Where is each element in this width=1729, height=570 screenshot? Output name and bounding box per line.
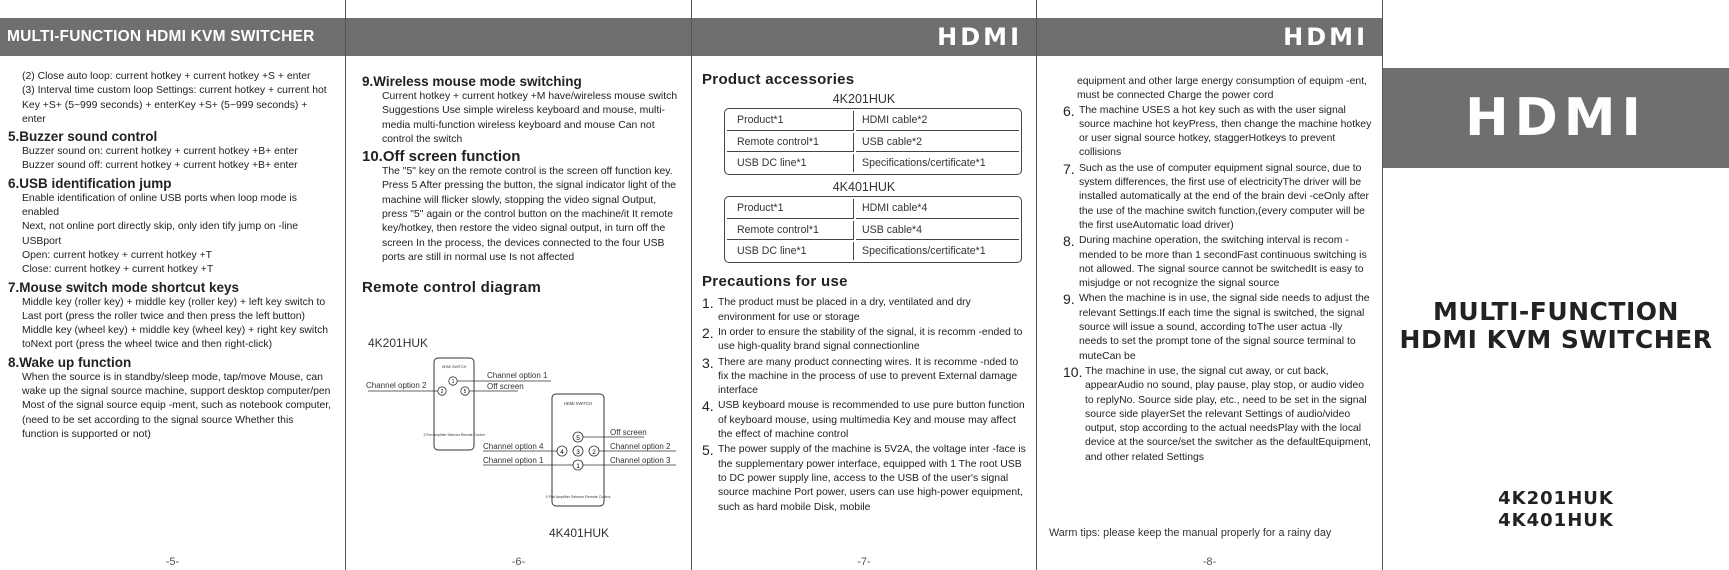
- cover-models: [1383, 488, 1729, 532]
- table-row: [727, 111, 1019, 130]
- list-number: 6.: [1063, 102, 1075, 119]
- precautions-list-continued: [1047, 104, 1372, 465]
- table-cell: Product*1: [727, 199, 854, 218]
- body-text: Enable identification of online USB ports when loop mode is enabled: [22, 192, 297, 219]
- header-band: [1037, 18, 1382, 56]
- list-text: The machine USES a hot key such as with the user signal source machine hot keyPress, then change the machine hotkey or user signal source hotkey, staggerHotkeys to prevent collisions: [1079, 104, 1372, 159]
- cover-title: [1383, 298, 1729, 354]
- remote-button-label: 1: [576, 463, 580, 470]
- list-text: The product must be placed in a dry, ventilated and dry environment for use or storage: [718, 297, 971, 323]
- list-item: [702, 443, 1026, 514]
- cover-title-line-1: MULTI-FUNCTION: [1433, 297, 1679, 326]
- cover-page: [1383, 0, 1729, 570]
- remote-diagram: [346, 330, 692, 545]
- remote-button-label: 2: [592, 449, 596, 456]
- accessories-table-2: [724, 196, 1022, 263]
- list-text: The machine in use, the signal cut away, or cut back, appearAudio no sound, play pause, play stop, or audio video to replyNo. Source side play, etc., need to be set in the signal source side playerSet the relevant Settings of audio/video output, stop according to the actual needsPlay with the local device at the source/set the switcher as the defaultEquipment, and other related Settings: [1085, 365, 1371, 463]
- remote-label: HDMI SWITCH: [563, 401, 593, 406]
- precautions-list: [702, 296, 1026, 514]
- list-item: [702, 326, 1026, 355]
- list-item: [1063, 104, 1372, 161]
- cover-logo-band: [1383, 68, 1729, 168]
- list-number: 7.: [1063, 160, 1075, 177]
- remote-button-label: 3: [576, 449, 580, 456]
- body-text: equipment and other large energy consumption of equipm -ent, must be connected Charge the power cord: [1077, 76, 1367, 102]
- callout-channel-4: Channel option 4: [483, 442, 544, 451]
- remote-button-label: 4: [560, 449, 564, 456]
- table-row: [727, 242, 1019, 260]
- remote-model-2: 4K401HUK: [549, 526, 610, 540]
- page-6-content: [362, 72, 683, 298]
- page-5-content: [0, 70, 345, 442]
- callout-channel-3: Channel option 3: [610, 456, 671, 465]
- list-number: 10.: [1063, 363, 1083, 380]
- body-text: Middle key (roller key) + middle key (roller key) + left key switch to: [22, 296, 326, 308]
- table-row: [727, 154, 1019, 172]
- list-text: There are many product connecting wires. It is recomme -nded to fix the machine in the process of use to prevent External damage interface: [718, 356, 1019, 397]
- list-text: USB keyboard mouse is recommended to use pure button function of keyboard mouse, using multimedia Key and mouse may affect the effect of machine control: [718, 400, 1025, 441]
- remote-button-label: 5: [576, 435, 580, 442]
- callout-off-screen: Off screen: [610, 428, 647, 437]
- precautions-title: Precautions for use: [702, 273, 848, 291]
- callout-channel-2: Channel option 2: [366, 381, 427, 390]
- list-number: 5.: [702, 442, 714, 459]
- list-item: [702, 399, 1026, 442]
- table-cell: HDMI cable*2: [856, 111, 1019, 130]
- body-text: Current hotkey + current hotkey +M have/wireless mouse switch Suggestions Use simple wireless keyboard and mouse, multi-media multi-function wireless keyboard and mouse Can not control the switch: [382, 91, 678, 145]
- page-number: -5-: [165, 556, 180, 568]
- list-number: 1.: [702, 295, 714, 312]
- page-8: [1037, 0, 1383, 570]
- section-heading: 9.Wireless mouse mode switching: [362, 74, 582, 89]
- remote-diagram-title: Remote control diagram: [362, 279, 542, 297]
- list-item: [1063, 292, 1372, 363]
- loop-close-text: (2) Close auto loop: current hotkey + current hotkey +S + enter: [22, 71, 311, 82]
- list-number: 4.: [702, 398, 714, 415]
- page-number: -6-: [511, 556, 526, 568]
- cover-model-1: 4K201HUK: [1498, 488, 1614, 509]
- remote-control-4port: [546, 394, 611, 506]
- header-band: [692, 18, 1036, 56]
- accessories-table-1: [724, 108, 1022, 175]
- callout-channel-1: Channel option 1: [487, 371, 548, 380]
- body-text: Close: current hotkey + current hotkey +T: [22, 264, 214, 276]
- list-number: 9.: [1063, 291, 1075, 308]
- list-number: 3.: [702, 354, 714, 371]
- hdmi-logo: HDMI: [937, 23, 1022, 51]
- body-text: Next, not online port directly skip, only iden tify jump on -line USBport: [22, 221, 299, 247]
- callout-channel-2: Channel option 2: [610, 442, 671, 451]
- list-text: Such as the use of computer equipment signal source, due to system differences, the first use of electricityThe driver will be installed automatically at the end of the brain devi -ceOnly after the use of the machine switch function,(every computer will be the first useAutomatic load driver): [1079, 162, 1369, 231]
- warm-tips: Warm tips: please keep the manual properly for a rainy day: [1049, 527, 1332, 539]
- list-number: 8.: [1063, 233, 1075, 250]
- accessories-title: Product accessories: [702, 71, 855, 88]
- list-text: In order to ensure the stability of the signal, it is recomm -ended to use high-quality brand signal connectionline: [718, 326, 1023, 353]
- callout-off-screen: Off screen: [487, 382, 524, 391]
- table-cell: Specifications/certificate*1: [862, 156, 986, 169]
- body-text: The "5" key on the remote control is the screen off function key. Press 5 After pressing the button, the signal indicator light of the machine will flicker slowly, stopping the video signal Output, press "5" again or the control button on the machine/it It remote key/hotkey, then restore the video signal output, in turn off the screen In the process, the devices connected to the four USB ports are still in normal use Is not affected: [382, 166, 676, 263]
- section-heading: 6.USB identification jump: [8, 175, 172, 191]
- list-text: During machine operation, the switching interval is recom -mended to be more than 1 secondFast continuous switching is not allowed. The signal source cannot be switchedIt is easy to misjudge or not recognize the signal source: [1079, 235, 1367, 290]
- page-number: -7-: [857, 556, 871, 568]
- table-cell: USB DC line*1: [727, 242, 854, 260]
- hdmi-logo: HDMI: [1283, 23, 1368, 51]
- remote-footer-text: 4 Port Amplifier Selector Remote Control: [545, 495, 611, 499]
- body-text: Open: current hotkey + current hotkey +T: [22, 249, 213, 261]
- remote-button-label: 1: [451, 379, 455, 385]
- page-6: [346, 0, 692, 570]
- header-band: [346, 18, 691, 56]
- accessories-model-1: 4K201HUK: [832, 92, 896, 106]
- section-heading: 7.Mouse switch mode shortcut keys: [8, 279, 240, 295]
- list-item: [1063, 234, 1372, 291]
- body-text: Buzzer sound off: current hotkey + current hotkey +B+ enter: [22, 160, 298, 172]
- table-row: [727, 133, 1019, 152]
- cover-hdmi-logo: HDMI: [1465, 88, 1647, 148]
- list-number: 2.: [702, 324, 714, 341]
- body-text: Buzzer sound on: current hotkey + current hotkey +B+ enter: [22, 146, 298, 158]
- remote-button-label: 5: [463, 389, 467, 395]
- table-cell: Remote control*1: [727, 133, 854, 152]
- list-text: The power supply of the machine is 5V2A, the voltage inter -face is the supplementary power interface, equipped with 1 The root USB to DC power supply line, access to the USB of the user's signal source machine Port power, users can use high-power equipment, such as hard mobile Disk, mobile: [718, 444, 1026, 513]
- cover-model-2: 4K401HUK: [1498, 510, 1614, 531]
- remote-footer-text: 2 Port Amplifier Selector Remote Control: [423, 433, 485, 437]
- section-heading: 10.Off screen function: [362, 148, 521, 166]
- table-cell: HDMI cable*4: [856, 199, 1019, 218]
- remote-label: HDMI SWITCH: [441, 365, 467, 369]
- list-item: [1063, 365, 1372, 465]
- section-heading: 8.Wake up function: [8, 354, 132, 370]
- table-row: [727, 221, 1019, 240]
- page-8-content: [1037, 75, 1382, 466]
- body-text: When the source is in standby/sleep mode, tap/move Mouse, can wake up the signal source machine, support desktop computer/pen Most of the signal source equip -ment, such as notebook computer,(need to be set according to the signal source Whether this function is supported or not): [22, 371, 332, 440]
- table-cell: Product*1: [727, 111, 854, 130]
- accessories-model-2: 4K401HUK: [832, 180, 896, 195]
- page-5: [0, 0, 346, 570]
- body-text: Last port (press the roller twice and then press the left button) Middle key (wheel key) + middle key (wheel key) + right key switch toNext port (press the wheel twice and then right-click): [22, 310, 329, 351]
- table-row: [727, 199, 1019, 218]
- list-item: [702, 296, 1026, 325]
- callout-channel-1: Channel option 1: [483, 456, 544, 465]
- table-cell: USB cable*4: [856, 221, 1019, 240]
- header-band: [0, 18, 345, 56]
- list-item: [1063, 162, 1372, 233]
- remote-button-label: 2: [440, 389, 444, 395]
- page-7-content: [692, 70, 1036, 516]
- table-cell: USB DC line*1: [727, 154, 854, 172]
- table-cell: USB cable*2: [856, 133, 1019, 152]
- section-heading: 5.Buzzer sound control: [8, 129, 158, 145]
- page-7: [692, 0, 1037, 570]
- header-title: MULTI-FUNCTION HDMI KVM SWITCHER: [7, 28, 315, 45]
- loop-interval-text: (3) Interval time custom loop Settings: current hotkey + current hot Key +S+ (5~999 seconds) + enterKey +S+ (5~999 seconds) + enter: [22, 85, 327, 125]
- remote-model-1: 4K201HUK: [368, 336, 429, 350]
- remote-control-2port: [423, 358, 484, 450]
- list-item: [702, 356, 1026, 399]
- table-cell: Specifications/certificate*1: [862, 245, 986, 258]
- page-number: -8-: [1202, 556, 1217, 568]
- list-text: When the machine is in use, the signal side needs to adjust the relevant Settings.If each time the signal is switched, the signal source will issue a sound, according toThe user actua -lly needs to set the prompt tone of the signal source terminal to muteCan be: [1079, 293, 1370, 362]
- cover-title-line-2: HDMI KVM SWITCHER: [1399, 325, 1713, 354]
- table-cell: Remote control*1: [727, 221, 854, 240]
